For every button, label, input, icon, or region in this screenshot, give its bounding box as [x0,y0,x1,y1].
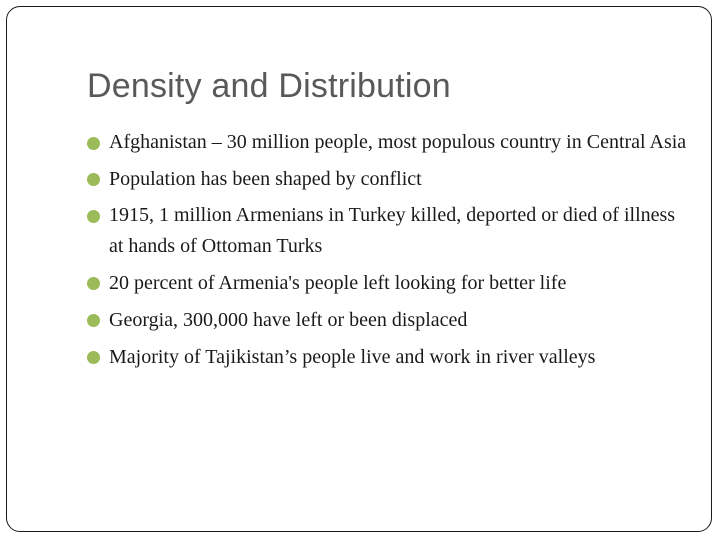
bullet-icon [87,351,100,364]
bullet-text: Afghanistan – 30 million people, most populous country in Central Asia [109,131,687,153]
bullet-icon [87,173,100,186]
list-item [87,200,687,262]
list-item [87,127,687,158]
bullet-icon [87,314,100,327]
list-item [87,304,687,336]
bullet-icon [87,277,100,290]
slide-title: Density and Distribution [87,67,451,105]
list-item [87,341,687,373]
bullet-text: Georgia, 300,000 have left or been displaced [109,309,468,331]
bullet-icon [87,210,100,223]
list-item [87,163,687,195]
bullet-text: Majority of Tajikistan’s people live and work in river valleys [109,346,596,368]
bullet-icon [87,137,100,150]
list-item [87,267,687,299]
bullet-text: 1915, 1 million Armenians in Turkey killed, deported or died of illness at hands of Ottoman Turks [109,204,676,257]
bullet-text: 20 percent of Armenia's people left looking for better life [109,272,567,294]
bullet-list [87,127,687,378]
bullet-text: Population has been shaped by conflict [109,168,422,190]
slide-frame [6,6,712,532]
